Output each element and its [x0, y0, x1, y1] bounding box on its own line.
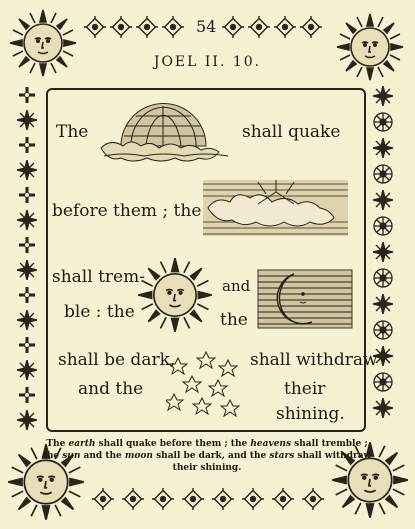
star-ornament-icon	[17, 360, 37, 380]
rebus-word-and: and	[222, 277, 251, 295]
flower-ornament-icon	[372, 319, 394, 341]
earth-globe-illustration-icon	[96, 98, 236, 162]
cross-ornament-icon	[18, 286, 36, 304]
ornament-icon	[122, 488, 144, 510]
flower-ornament-icon	[372, 111, 394, 133]
ornament-icon	[162, 16, 184, 38]
cross-ornament-icon	[18, 236, 36, 254]
ornament-icon	[272, 488, 294, 510]
rebus-word-shall-be-dark: shall be dark,	[58, 350, 176, 370]
ornament-icon	[84, 16, 106, 38]
flower-ornament-icon	[372, 163, 394, 185]
star-ornament-icon	[373, 398, 393, 418]
ornament-icon	[248, 16, 270, 38]
sun-face-illustration-icon	[136, 256, 214, 334]
stars-cluster-illustration-icon	[166, 350, 246, 420]
cross-ornament-icon	[18, 386, 36, 404]
star-ornament-icon	[373, 86, 393, 106]
rebus-word-shall-withdraw: shall withdraw	[250, 350, 378, 370]
crescent-moon-illustration-icon	[256, 268, 354, 330]
star-ornament-icon	[373, 190, 393, 210]
cross-ornament-icon	[18, 186, 36, 204]
star-ornament-icon	[373, 138, 393, 158]
ornament-icon	[152, 488, 174, 510]
corner-sun-top-right-icon	[335, 12, 405, 82]
ornament-icon	[302, 488, 324, 510]
rebus-word-shall-trem: shall trem-	[52, 267, 145, 287]
cross-ornament-icon	[18, 86, 36, 104]
star-ornament-icon	[373, 242, 393, 262]
caption-text: The earth shall quake before them ; the heavens shall tremble ; the sun and the moon shall be dark, and the stars shall withdraw their shining.	[42, 439, 372, 473]
page-number: 54	[196, 17, 217, 36]
star-ornament-icon	[17, 160, 37, 180]
flower-ornament-icon	[372, 371, 394, 393]
star-ornament-icon	[17, 410, 37, 430]
ornament-icon	[110, 16, 132, 38]
ornament-icon	[222, 16, 244, 38]
flower-ornament-icon	[372, 215, 394, 237]
rebus-word-ble-the: ble : the	[64, 302, 135, 322]
ornament-icon	[92, 488, 114, 510]
ornament-icon	[182, 488, 204, 510]
page-title: JOEL II. 10.	[153, 54, 262, 70]
rebus-word-shining: shining.	[276, 404, 345, 424]
rebus-word-shall-quake: shall quake	[242, 122, 341, 142]
ornament-icon	[212, 488, 234, 510]
cross-ornament-icon	[18, 136, 36, 154]
rebus-word-before-them: before them ; the	[52, 201, 202, 221]
left-ornament-column	[14, 86, 40, 438]
rebus-word-the-2: the	[220, 310, 248, 330]
flower-ornament-icon	[372, 267, 394, 289]
star-ornament-icon	[17, 110, 37, 130]
rebus-word-and-the: and the	[78, 379, 144, 399]
bottom-ornament-band	[92, 488, 332, 514]
ornament-icon	[300, 16, 322, 38]
star-ornament-icon	[17, 310, 37, 330]
ornament-icon	[242, 488, 264, 510]
rebus-word-their: their	[284, 379, 326, 399]
clouds-illustration-icon	[198, 172, 353, 242]
star-ornament-icon	[17, 260, 37, 280]
ornament-icon	[136, 16, 158, 38]
ornament-icon	[274, 16, 296, 38]
star-ornament-icon	[17, 210, 37, 230]
star-ornament-icon	[373, 294, 393, 314]
cross-ornament-icon	[18, 336, 36, 354]
right-ornament-column	[368, 86, 398, 438]
rebus-word-the: The	[56, 122, 89, 142]
